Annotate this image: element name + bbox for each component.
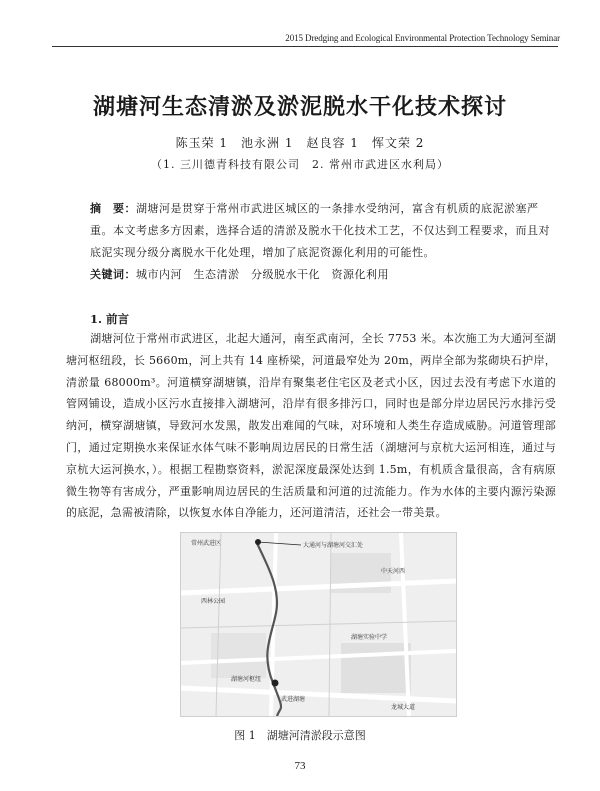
keywords-text: 城市内河 生态清淤 分级脱水干化 资源化利用 <box>136 268 389 281</box>
map-label-hub: 湖塘河枢纽 <box>231 676 262 683</box>
paper-affiliations: （1. 三川德青科技有限公司 2. 常州市武进区水利局） <box>151 158 449 171</box>
section-heading-introduction: 1. 前言 <box>90 312 130 326</box>
header-rule <box>52 46 558 47</box>
abstract-label: 摘 要： <box>90 202 136 215</box>
paper-authors: 陈玉荣 1 池永洲 1 赵良容 1 恽文荣 2 <box>175 136 425 150</box>
map-label-school: 湖塘实验中学 <box>351 634 388 641</box>
map-label-south-road: 龙城大道 <box>391 704 416 711</box>
map-figure <box>180 532 457 717</box>
map-label-east: 中天河西 <box>381 568 406 575</box>
introduction-paragraph <box>66 328 556 524</box>
page-number: 73 <box>294 760 306 772</box>
map-label-junction: 大通河与湖塘河交汇处 <box>303 542 364 549</box>
paper-title: 湖塘河生态清淤及淤泥脱水干化技术探讨 <box>92 94 507 120</box>
keywords <box>90 266 552 282</box>
map-label-district: 常州武进区 <box>191 540 222 547</box>
river-map <box>181 533 456 716</box>
keywords-label: 关键词： <box>90 268 136 281</box>
abstract <box>90 198 552 264</box>
map-block <box>341 643 411 693</box>
map-label-wujin: 武进湖塘 <box>281 696 306 703</box>
map-label-park: 西林公园 <box>201 598 226 605</box>
running-header: 2015 Dredging and Ecological Environmental Protection Technology Seminar <box>285 33 560 43</box>
abstract-text: 湖塘河是贯穿于常州市武进区城区的一条排水受纳河，富含有机质的底泥淤塞严重。本文考虑多方因素，选择合适的清淤及脱水干化技术工艺，不仅达到工程要求，而且对底泥实现分级分离脱水干化处理，增加了底泥资源化利用的可能性。 <box>90 202 550 259</box>
end-marker-icon <box>272 680 279 687</box>
introduction-text: 湖塘河位于常州市武进区，北起大通河，南至武南河，全长 7753 米。本次施工为大通河至湖塘河枢纽段，长 5660m，河上共有 14 座桥梁，河道最窄处为 20m，两岸全部为浆砌块石护岸，清淤量 68000m³。河道横穿湖塘镇，沿岸有聚集老住宅区及老式小区，因过去没有考虑下水道的管网铺设，造成小区污水直接排入湖塘河，沿岸有很多排污口，同时也是部分岸边居民污水排污受纳河，横穿湖塘镇，导致河水发黑，散发出难闻的气味，对环境和人类生存造成威胁。河道管理部门，通过定期换水来保证水体气味不影响周边居民的日常生活（湖塘河与京杭大运河相连，通过与京杭大运河换水，）。根据工程勘察资料，淤泥深度最深处达到 1.5m，有机质含量很高，含有病原微生物等有害成分，严重影响周边居民的生活质量和河道的过流能力。作为水体的主要内源污染源的底泥，急需被清除，以恢复水体自净能力，还河道清洁，还社会一带美景。 <box>66 332 556 520</box>
map-block <box>211 633 266 678</box>
figure-caption: 图 1 湖塘河清淤段示意图 <box>234 729 366 742</box>
